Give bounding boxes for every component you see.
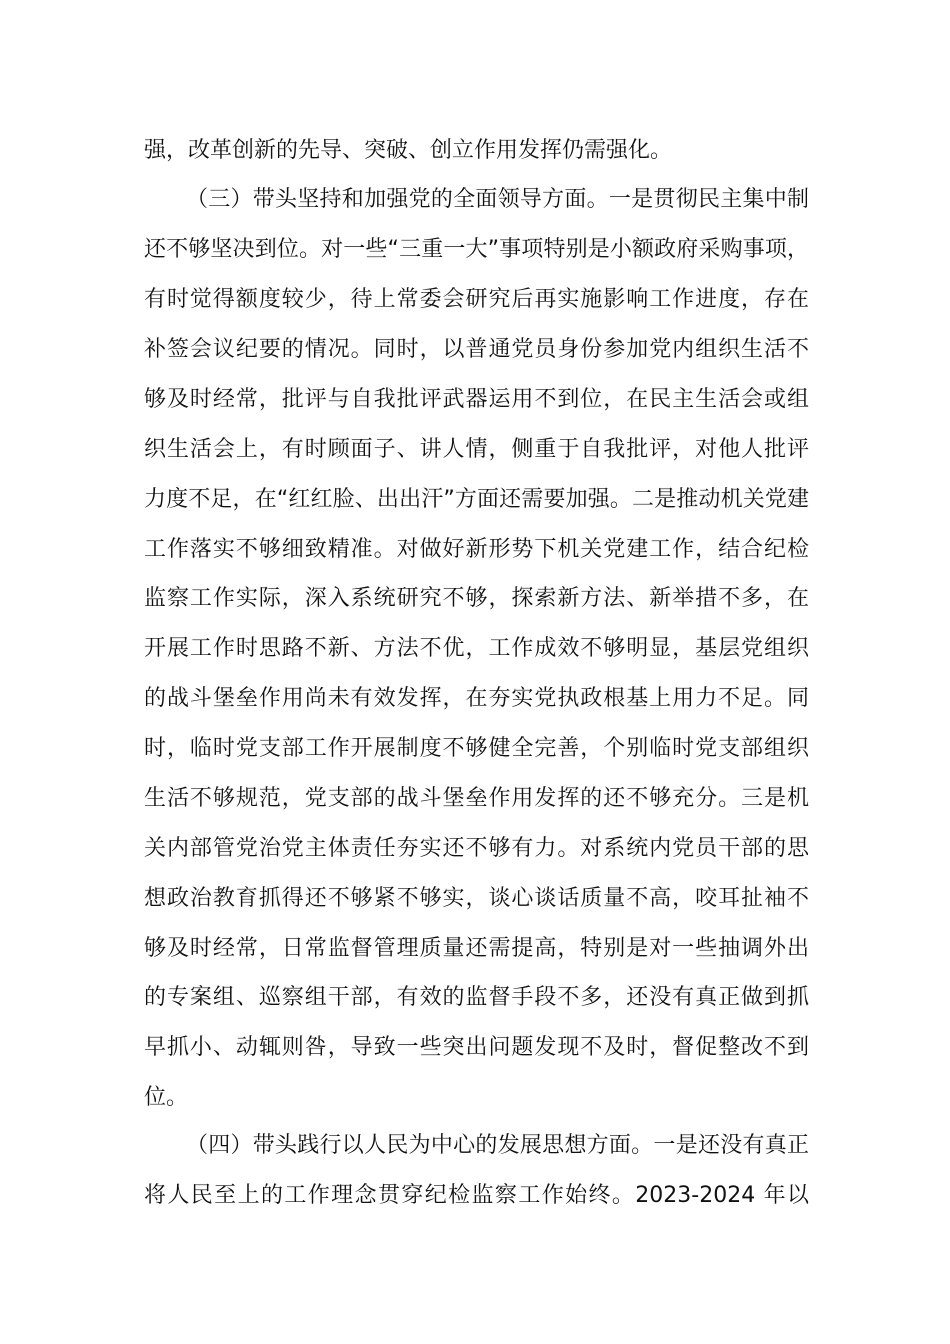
paragraph-line: （三）带头坚持和加强党的全面领导方面。一是贯彻民主集中制 bbox=[186, 187, 809, 212]
paragraph-line: 位。 bbox=[144, 1085, 189, 1110]
paragraph-line: 的专案组、巡察组干部，有效的监督手段不多，还没有真正做到抓 bbox=[144, 985, 809, 1010]
paragraph-line: 早抓小、动辄则咎，导致一些突出问题发现不及时，督促整改不到 bbox=[144, 1035, 809, 1060]
paragraph-line: 强，改革创新的先导、突破、创立作用发挥仍需强化。 bbox=[144, 138, 673, 163]
paragraph-line: 织生活会上，有时顾面子、讲人情，侧重于自我批评，对他人批评 bbox=[144, 437, 809, 462]
paragraph-line: 工作落实不够细致精准。对做好新形势下机关党建工作，结合纪检 bbox=[144, 537, 809, 562]
paragraph-line: 将人民至上的工作理念贯穿纪检监察工作始终。2023-2024 年以 bbox=[144, 1183, 809, 1208]
paragraph-line: 生活不够规范，党支部的战斗堡垒作用发挥的还不够充分。三是机 bbox=[144, 786, 809, 811]
paragraph-line: 有时觉得额度较少，待上常委会研究后再实施影响工作进度，存在 bbox=[144, 287, 809, 312]
paragraph-line: 关内部管党治党主体责任夯实还不够有力。对系统内党员干部的思 bbox=[144, 836, 809, 861]
paragraph-line: 想政治教育抓得还不够紧不够实，谈心谈话质量不高，咬耳扯袖不 bbox=[144, 886, 809, 911]
paragraph-line: 补签会议纪要的情况。同时，以普通党员身份参加党内组织生活不 bbox=[144, 337, 809, 362]
paragraph-line: 够及时经常，日常监督管理质量还需提高，特别是对一些抽调外出 bbox=[144, 936, 809, 961]
paragraph-line: 力度不足，在“红红脸、出出汗”方面还需要加强。二是推动机关党建 bbox=[144, 487, 809, 512]
paragraph-line: 开展工作时思路不新、方法不优，工作成效不够明显，基层党组织 bbox=[144, 636, 809, 661]
paragraph-line: （四）带头践行以人民为中心的发展思想方面。一是还没有真正 bbox=[186, 1133, 809, 1158]
paragraph-line: 时，临时党支部工作开展制度不够健全完善，个别临时党支部组织 bbox=[144, 736, 809, 761]
paragraph-line: 的战斗堡垒作用尚未有效发挥，在夯实党执政根基上用力不足。同 bbox=[144, 686, 809, 711]
paragraph-line: 够及时经常，批评与自我批评武器运用不到位，在民主生活会或组 bbox=[144, 387, 809, 412]
paragraph-line: 还不够坚决到位。对一些“三重一大”事项特别是小额政府采购事项， bbox=[144, 237, 809, 262]
paragraph-line: 监察工作实际，深入系统研究不够，探索新方法、新举措不多，在 bbox=[144, 586, 809, 611]
